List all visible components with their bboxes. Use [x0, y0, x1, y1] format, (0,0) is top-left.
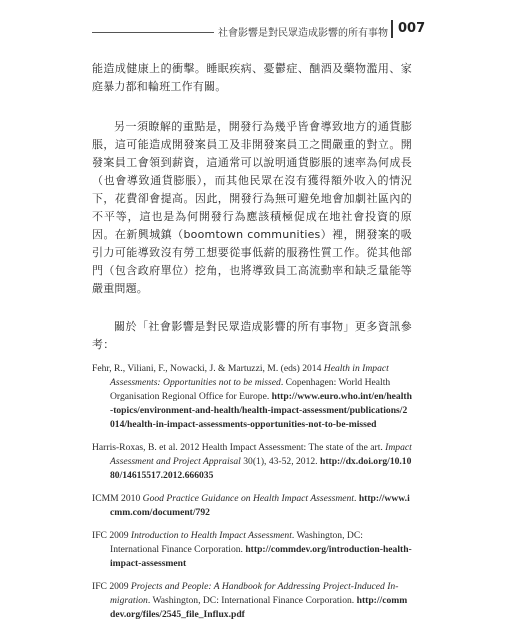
paragraph-1: 能造成健康上的衝擊。睡眠疾病、憂鬱症、酗酒及藥物濫用、家庭暴力都和輪班工作有關。	[92, 62, 412, 93]
reference-list	[92, 362, 412, 622]
reference-item	[92, 529, 412, 571]
reference-link[interactable]: http://dx.doi.org/10.1080/14615517.2012.666035	[110, 456, 412, 481]
reference-item	[92, 492, 412, 520]
reference-link[interactable]: http://www.icmm.com/document/792	[110, 493, 410, 518]
reference-title: Health in Impact Assessments: Opportunities not to be missed	[110, 363, 389, 388]
reference-link[interactable]: http://www.euro.who.int/en/health-topics/environment-and-health/health-impact-assessment/publications/2014/health-in-impact-assessments-opportunities-not-to-be-missed	[110, 391, 412, 430]
reference-item	[92, 441, 412, 483]
reference-title: Projects and People: A Handbook for Addressing Project-Induced In-migration	[110, 581, 399, 606]
header-separator	[391, 20, 393, 38]
reference-publisher: . Copenhagen: World Health Organisation Regional Office for Europe.	[110, 377, 391, 402]
reference-link[interactable]: http://commdev.org/introduction-health-impact-assessment	[110, 544, 412, 569]
page-number: 007	[398, 21, 426, 36]
reference-title: Introduction to Health Impact Assessment	[130, 530, 292, 541]
reference-publisher: 30(1), 43-52, 2012.	[240, 456, 320, 467]
reference-authors: IFC 2009	[92, 530, 131, 541]
references-intro: 關於「社會影響是對民眾造成影響的所有事物」更多資訊參考：	[92, 320, 412, 351]
reference-item	[92, 580, 412, 622]
paragraph-2: 另一須瞭解的重點是，開發行為幾乎皆會導致地方的通貨膨脹，這可能造成開發案員工及非開發案員工之間嚴重的對立。開發案員工會領到薪資，這通常可以說明通貨膨脹的速率為何成長（也會導致通貨膨脹），而其他民眾在沒有獲得額外收入的情況下，花費卻會提高。因此，開發行為無可避免地會加劇社區內的不平等，這也是為何開發行為應該積極促成在地社會投資的原因。在新興城鎮（boomtown communities）裡，開發案的吸引力可能導致沒有勞工想要從事低薪的服務性質工作。從其他部門（包含政府單位）挖角，也將導致員工高流動率和缺乏量能等嚴重問題。	[92, 120, 412, 295]
reference-publisher: . Washington, DC: International Finance Corporation.	[147, 595, 357, 606]
page-content	[92, 60, 412, 631]
page-header	[0, 16, 520, 40]
reference-title: Impact Assessment and Project Appraisal	[110, 442, 412, 467]
reference-publisher: .	[354, 493, 359, 504]
reference-item	[92, 362, 412, 432]
reference-authors: ICMM 2010	[92, 493, 143, 504]
reference-title: Good Practice Guidance on Health Impact Assessment	[142, 493, 355, 504]
running-title: 社會影響是對民眾造成影響的所有事物	[214, 24, 388, 39]
reference-authors: Harris-Roxas, B. et al. 2012 Health Impact Assessment: The state of the art.	[92, 442, 386, 453]
reference-publisher: . Washington, DC: International Finance Corporation.	[110, 530, 363, 555]
reference-authors: Fehr, R., Viliani, F., Nowacki, J. & Martuzzi, M. (eds) 2014	[92, 363, 324, 374]
reference-authors: IFC 2009	[92, 581, 131, 592]
reference-link[interactable]: http://commdev.org/files/2545_file_Influx.pdf	[110, 595, 408, 620]
